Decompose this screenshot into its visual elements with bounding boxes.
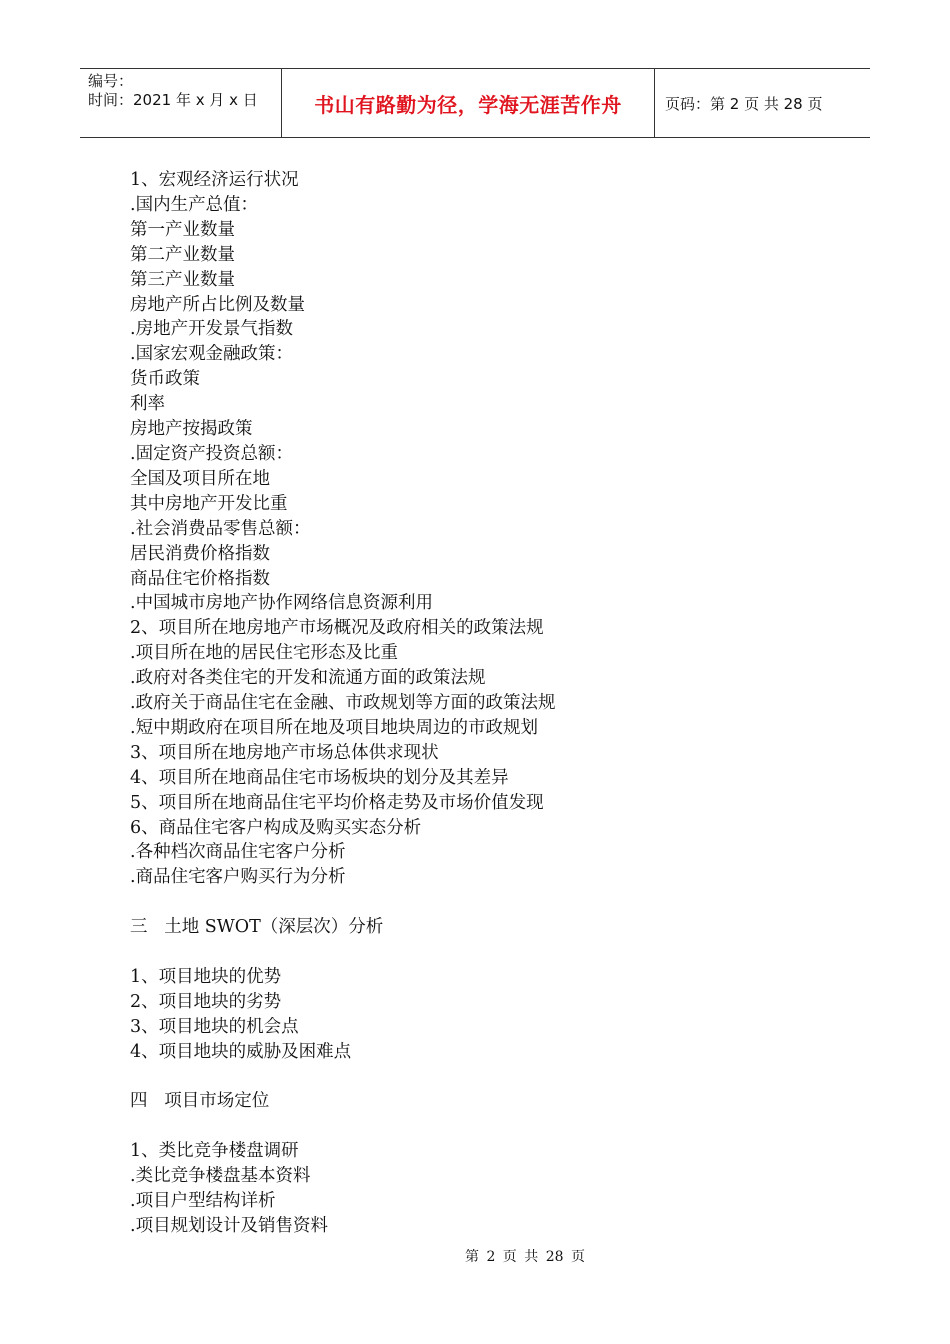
- body-line: .项目户型结构详析: [130, 1191, 276, 1212]
- page-footer: 第 2 页 共 28 页: [465, 1249, 585, 1265]
- body-line: .房地产开发景气指数: [130, 319, 294, 340]
- body-line: 全国及项目所在地: [130, 468, 270, 489]
- document-date: 时间：2021 年 x 月 x 日: [88, 91, 258, 109]
- body-line: .商品住宅客户购买行为分析: [130, 867, 346, 888]
- body-line: .项目规划设计及销售资料: [130, 1216, 329, 1236]
- body-line: 第三产业数量: [130, 269, 235, 290]
- body-line: 三 土地 SWOT（深层次）分析: [130, 917, 384, 938]
- body-line: .类比竞争楼盘基本资料: [130, 1166, 311, 1187]
- body-line: 房地产所占比例及数量: [130, 294, 305, 315]
- body-line: 居民消费价格指数: [130, 543, 270, 564]
- body-line: 3、项目地块的机会点: [130, 1016, 299, 1037]
- blank-line: [130, 940, 830, 965]
- body-line: 商品住宅价格指数: [130, 568, 270, 589]
- document-number-label: 编号：: [88, 72, 134, 90]
- document-body: [130, 168, 830, 1239]
- body-line: .固定资产投资总额：: [130, 443, 294, 464]
- body-line: .项目所在地的居民住宅形态及比重: [130, 643, 399, 664]
- body-line: 1、类比竞争楼盘调研: [130, 1141, 299, 1162]
- body-line: 1、宏观经济运行状况: [130, 170, 299, 190]
- body-line: 4、项目地块的威胁及困难点: [130, 1041, 352, 1062]
- body-line: 第二产业数量: [130, 244, 235, 265]
- body-line: .中国城市房地产协作网络信息资源利用: [130, 593, 434, 614]
- body-line: 四 项目市场定位: [130, 1091, 270, 1112]
- body-line: .政府对各类住宅的开发和流通方面的政策法规: [130, 668, 486, 689]
- header-motto: 书山有路勤为径，学海无涯苦作舟: [282, 69, 655, 137]
- header-page-info: 页码：第 2 页 共 28 页: [665, 94, 823, 113]
- body-line: .各种档次商品住宅客户分析: [130, 842, 346, 863]
- page-header: [80, 68, 870, 138]
- body-line: .短中期政府在项目所在地及项目地块周边的市政规划: [130, 717, 539, 738]
- header-meta: [80, 69, 282, 137]
- body-line: 其中房地产开发比重: [130, 493, 288, 514]
- body-line: 房地产按揭政策: [130, 419, 253, 440]
- blank-line: [130, 1114, 830, 1139]
- body-line: .国家宏观金融政策：: [130, 344, 294, 365]
- body-line: 4、项目所在地商品住宅市场板块的划分及其差异: [130, 767, 509, 788]
- body-line: .政府关于商品住宅在金融、市政规划等方面的政策法规: [130, 693, 556, 714]
- body-line: 利率: [130, 394, 165, 415]
- body-line: .社会消费品零售总额：: [130, 518, 311, 539]
- blank-line: [130, 1065, 830, 1090]
- body-line: 2、项目地块的劣势: [130, 991, 282, 1012]
- body-line: 3、项目所在地房地产市场总体供求现状: [130, 742, 439, 763]
- body-line: 1、项目地块的优势: [130, 966, 282, 987]
- blank-line: [130, 890, 830, 915]
- body-line: 第一产业数量: [130, 219, 235, 240]
- body-line: .国内生产总值：: [130, 194, 259, 215]
- body-line: 6、商品住宅客户构成及购买实态分析: [130, 817, 422, 838]
- body-line: 货币政策: [130, 369, 200, 390]
- body-line: 2、项目所在地房地产市场概况及政府相关的政策法规: [130, 618, 544, 639]
- body-line: 5、项目所在地商品住宅平均价格走势及市场价值发现: [130, 792, 544, 813]
